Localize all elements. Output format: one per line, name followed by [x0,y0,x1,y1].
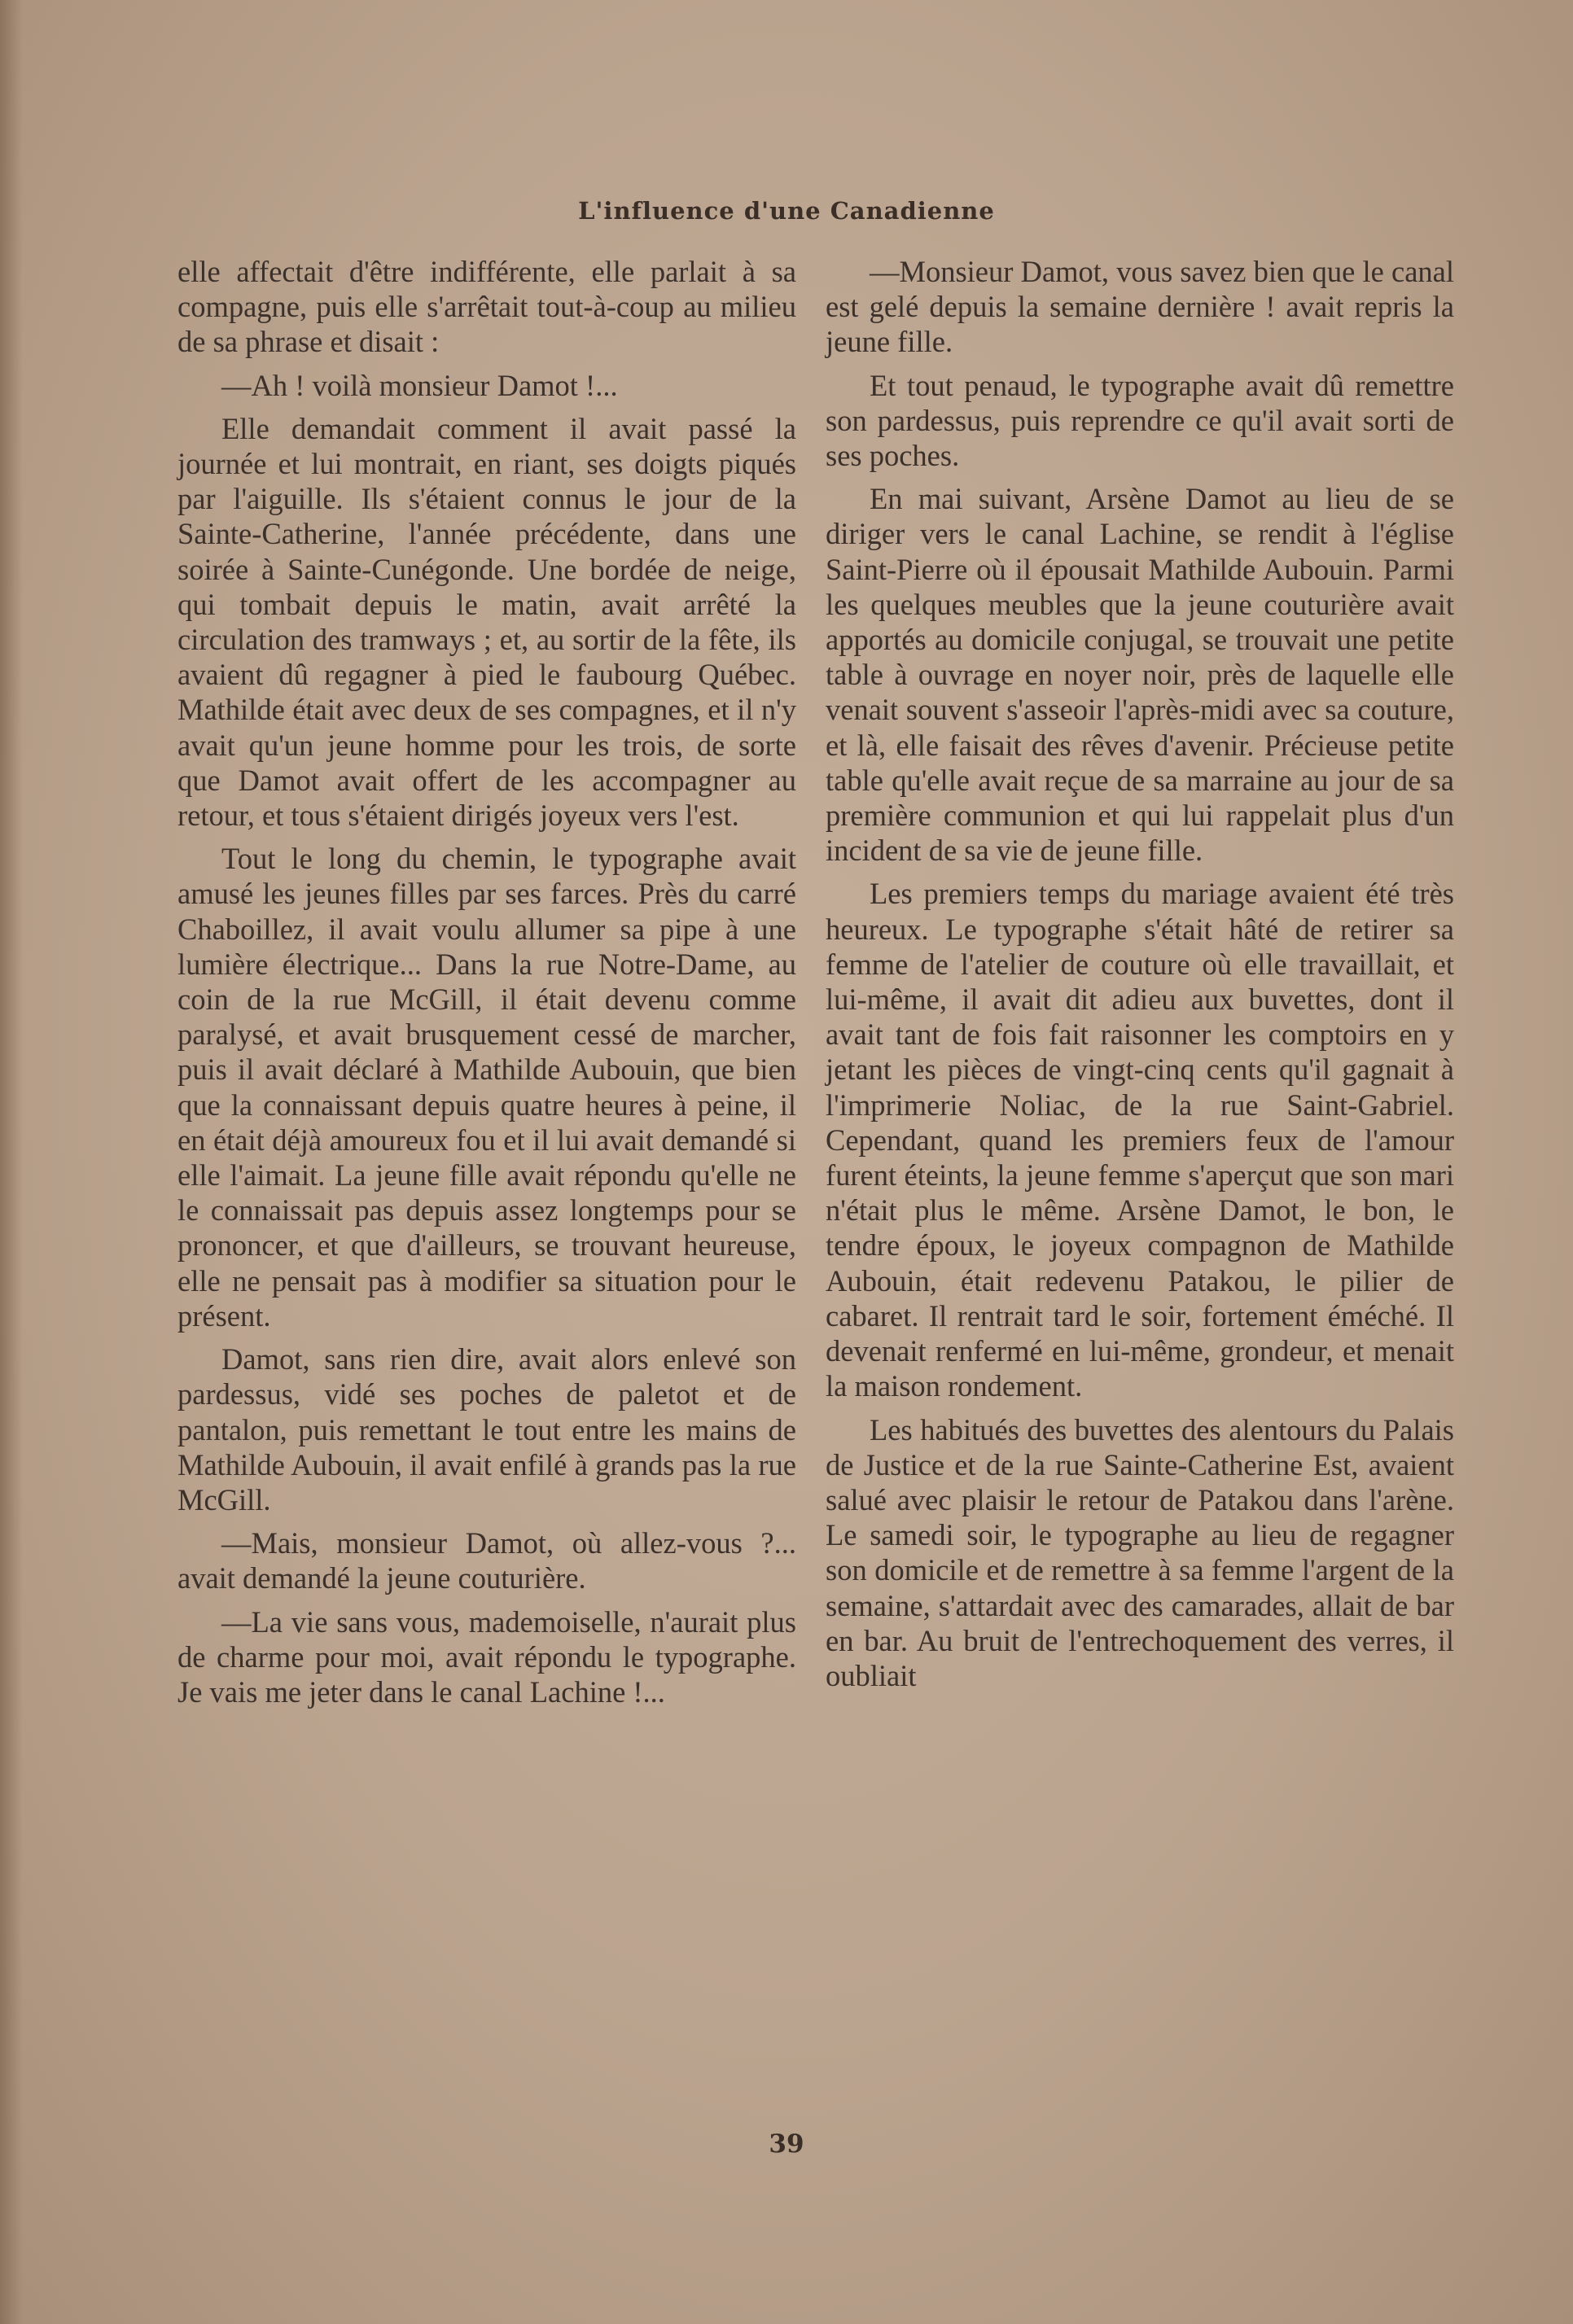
paragraph: —Monsieur Damot, vous savez bien que le canal est gelé depuis la semaine dernière ! avait repris la jeune fille. [826,255,1454,359]
paragraph: Damot, sans rien dire, avait alors enlevé son pardessus, vidé ses poches de paletot et de pantalon, puis remettant le tout entre les mains de Mathilde Aubouin, il avait enfilé à grands pas la rue McGill. [177,1342,796,1517]
paragraph: elle affectait d'être indifférente, elle parlait à sa compagne, puis elle s'arrêtait tout-à-coup au milieu de sa phrase et disait : [177,255,796,359]
page-number: 39 [769,2129,804,2159]
paragraph: Les habitués des buvettes des alentours du Palais de Justice et de la rue Sainte-Catherine Est, avaient salué avec plaisir le retour de Patakou dans l'arène. Le samedi soir, le typographe au lieu de regagner son domicile et de remettre à sa femme l'argent de la semaine, s'attardait avec des camarades, allait de bar en bar. Au bruit de l'entrechoquement des verres, il oubliait [826,1412,1454,1692]
running-header: L'influence d'une Canadienne [578,197,995,225]
left-column [177,254,796,1718]
paragraph: Tout le long du chemin, le typographe avait amusé les jeunes filles par ses farces. Près du carré Chaboillez, il avait voulu allumer sa pipe à une lumière électrique... Dans la rue Notre-Dame, au coin de la rue McGill, il était devenu comme paralysé, et avait brusquement cessé de marcher, puis il avait déclaré à Mathilde Aubouin, que bien que la connaissant depuis quatre heures à peine, il en était déjà amoureux fou et il lui avait demandé si elle l'aimait. La jeune fille avait répondu qu'elle ne le connaissait pas depuis assez longtemps pour se prononcer, et que d'ailleurs, se trouvant heureuse, elle ne pensait pas à modifier sa situation pour le présent. [177,842,796,1333]
paragraph: —Mais, monsieur Damot, où allez-vous ?... avait demandé la jeune couturière. [177,1526,796,1595]
paragraph: Les premiers temps du mariage avaient été très heureux. Le typographe s'était hâté de retirer sa femme de l'atelier de couture où elle travaillait, et lui-même, il avait dit adieu aux buvettes, dont il avait tant de fois fait raisonner les comptoirs en y jetant les pièces de vingt-cinq cents qu'il gagnait à l'imprimerie Noliac, de la rue Saint-Gabriel. Cependant, quand les premiers feux de l'amour furent éteints, la jeune femme s'aperçut que son mari n'était plus le même. Arsène Damot, le bon, le tendre époux, le joyeux compagnon de Mathilde Aubouin, était redevenu Patakou, le pilier de cabaret. Il rentrait tard le soir, fortement éméché. Il devenait renfermé en lui-même, grondeur, et menait la maison rondement. [826,877,1454,1403]
right-column [826,254,1454,1701]
paragraph: Elle demandait comment il avait passé la journée et lui montrait, en riant, ses doigts piqués par l'aiguille. Ils s'étaient connus le jour de la Sainte-Catherine, l'année précédente, dans une soirée à Sainte-Cunégonde. Une bordée de neige, qui tombait depuis le matin, avait arrêté la circulation des tramways ; et, au sortir de la fête, ils avaient dû regagner à pied le faubourg Québec. Mathilde était avec deux de ses compagnes, et il n'y avait qu'un jeune homme pour les trois, de sorte que Damot avait offert de les accompagner au retour, et tous s'étaient dirigés joyeux vers l'est. [177,411,796,833]
page-edge-shadow [0,0,23,2324]
paragraph: Et tout penaud, le typographe avait dû remettre son pardessus, puis reprendre ce qu'il avait sorti de ses poches. [826,368,1454,473]
paragraph: —La vie sans vous, mademoiselle, n'aurait plus de charme pour moi, avait répondu le typographe. Je vais me jeter dans le canal Lachine !... [177,1604,796,1709]
paragraph: —Ah ! voilà monsieur Damot !... [221,368,618,402]
paragraph: En mai suivant, Arsène Damot au lieu de se diriger vers le canal Lachine, se rendit à l'église Saint-Pierre où il épousait Mathilde Aubouin. Parmi les quelques meubles que la jeune couturière avait apportés au domicile conjugal, se trouvait une petite table à ouvrage en noyer noir, près de laquelle elle venait souvent s'asseoir l'après-midi avec sa couture, et là, elle faisait des rêves d'avenir. Précieuse petite table qu'elle avait reçue de sa marraine au jour de sa première communion et qui lui rappelait plus d'un incident de sa vie de jeune fille. [826,482,1454,868]
